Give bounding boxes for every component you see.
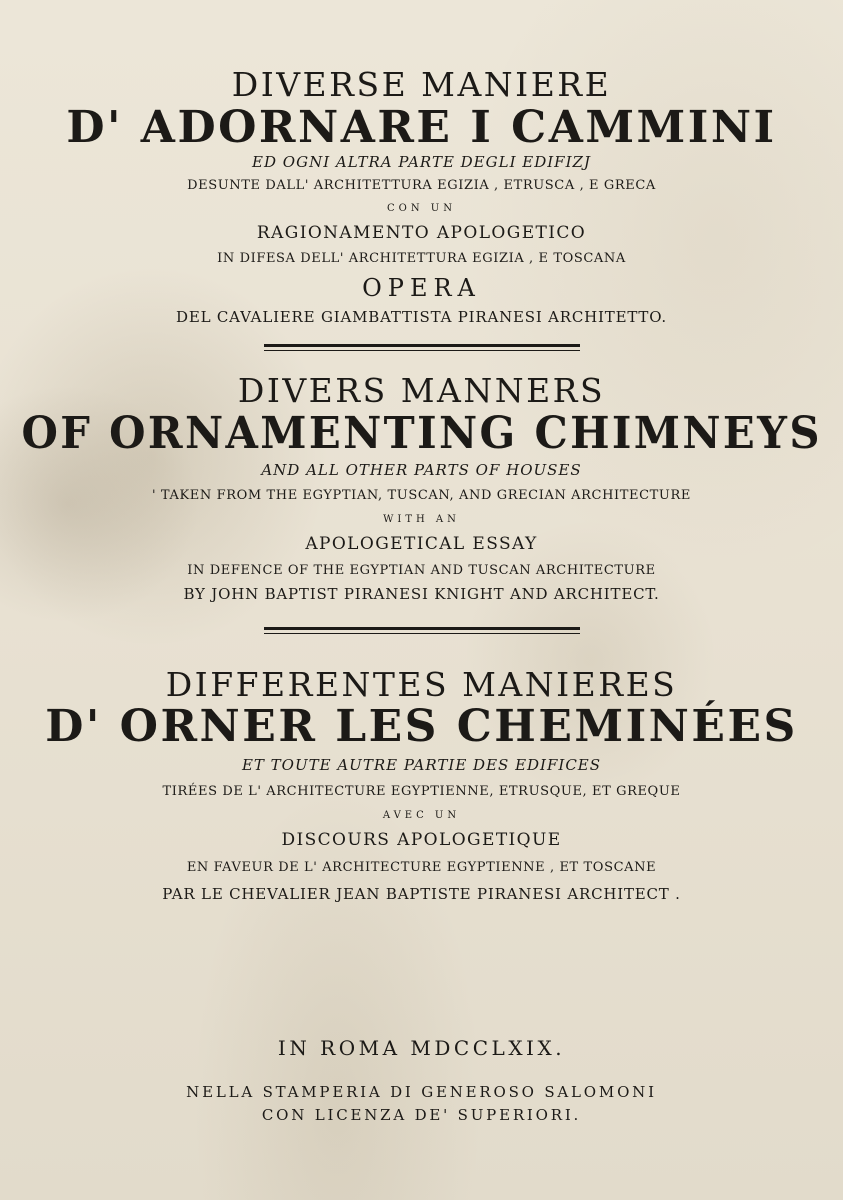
french-faveur: EN FAVEUR DE L' ARCHITECTURE EGYPTIENNE , ET TOSCANE (186, 860, 657, 875)
french-tirees: TIRÉES DE L' ARCHITECTURE EGYPTIENNE, ETRUSQUE, ET GREQUE (162, 784, 681, 799)
italian-desunte: DESUNTE DALL' ARCHITETTURA EGIZIA , ETRUSCA , E GRECA (187, 178, 656, 193)
imprint-press: NELLA STAMPERIA DI GENEROSO SALOMONI (186, 1083, 657, 1101)
english-defence: IN DEFENCE OF THE EGYPTIAN AND TUSCAN ARCHITECTURE (187, 563, 656, 578)
french-title-line2: D' ORNER LES CHEMINÉES (45, 701, 798, 752)
italian-difesa: IN DIFESA DELL' ARCHITETTURA EGIZIA , E TOSCANA (217, 251, 626, 266)
italian-con-un: CON UN (387, 203, 456, 214)
italian-opera: OPERA (362, 274, 481, 302)
english-author: BY JOHN BAPTIST PIRANESI KNIGHT AND ARCHITECT. (183, 585, 660, 603)
english-subtitle: AND ALL OTHER PARTS OF HOUSES (261, 461, 582, 479)
italian-title-line2: D' ADORNARE I CAMMINI (66, 102, 777, 153)
french-avec-un: AVEC UN (382, 810, 461, 821)
french-discours: DISCOURS APOLOGETIQUE (281, 830, 562, 850)
english-taken: ' TAKEN FROM THE EGYPTIAN, TUSCAN, AND GRECIAN ARCHITECTURE (152, 488, 691, 503)
english-with-an: WITH AN (383, 514, 460, 525)
english-essay: APOLOGETICAL ESSAY (305, 534, 538, 554)
french-author: PAR LE CHEVALIER JEAN BAPTISTE PIRANESI ARCHITECT . (162, 885, 681, 903)
imprint-license: CON LICENZA DE' SUPERIORI. (261, 1106, 582, 1124)
italian-subtitle: ED OGNI ALTRA PARTE DEGLI EDIFIZJ (252, 153, 591, 171)
french-title-line1: DIFFERENTES MANIERES (165, 665, 678, 704)
english-title-line2: OF ORNAMENTING CHIMNEYS (21, 408, 822, 459)
italian-title-line1: DIVERSE MANIERE (231, 65, 612, 104)
imprint-place-date: IN ROMA MDCCLXIX. (277, 1036, 566, 1060)
italian-ragionamento: RAGIONAMENTO APOLOGETICO (256, 223, 587, 243)
italian-author: DEL CAVALIERE GIAMBATTISTA PIRANESI ARCHITETTO. (176, 308, 667, 326)
divider-rule-1 (264, 344, 580, 351)
english-title-line1: DIVERS MANNERS (237, 371, 606, 410)
divider-rule-2 (264, 627, 580, 634)
french-subtitle: ET TOUTE AUTRE PARTIE DES EDIFICES (241, 756, 602, 774)
